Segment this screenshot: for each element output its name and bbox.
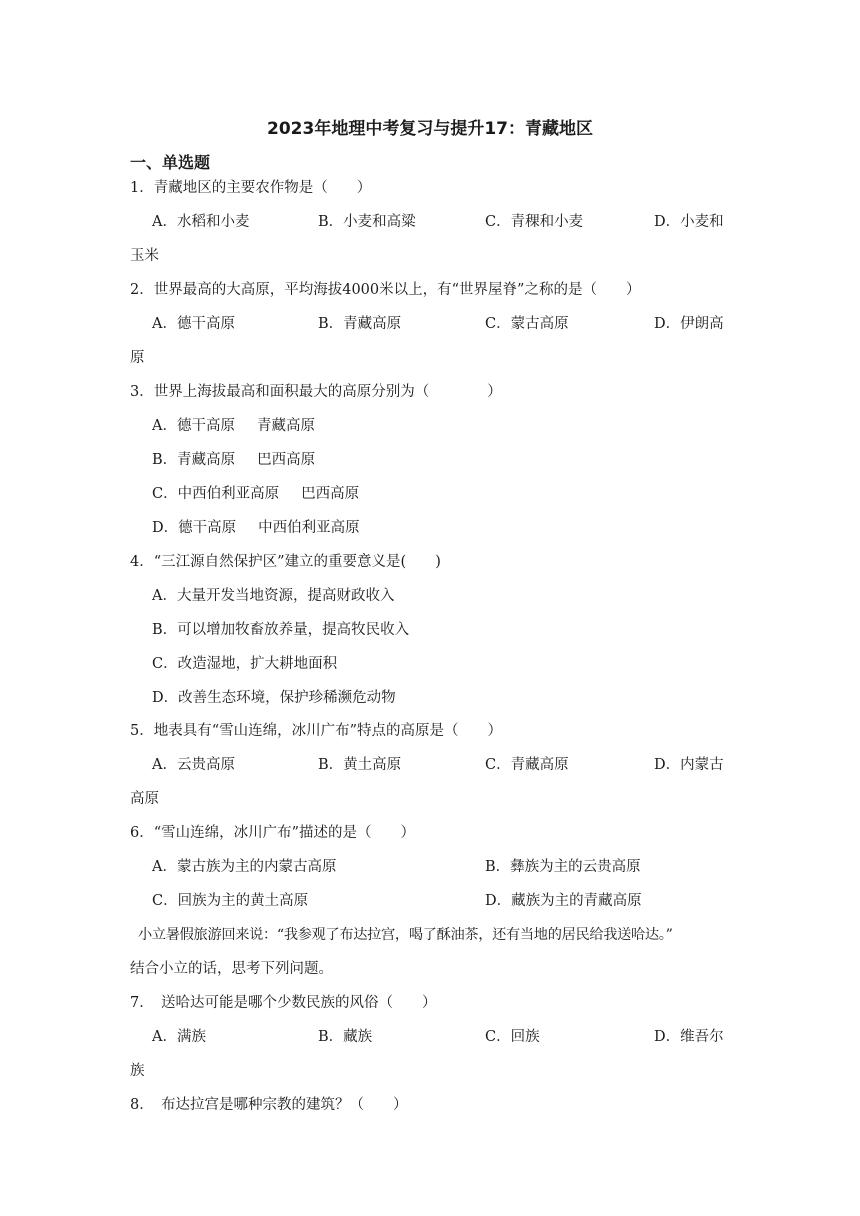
- page-title: 2023年地理中考复习与提升17：青藏地区: [267, 119, 593, 139]
- q7-option-d-wrap: 族: [130, 1063, 145, 1079]
- q3-option-d: [152, 518, 360, 538]
- passage-line-1: 小立暑假旅游回来说：“我参观了布达拉宫，喝了酥油茶，还有当地的居民给我送哈达。”: [138, 927, 673, 943]
- q6-option-a: A．蒙古族为主的内蒙古高原: [152, 859, 337, 875]
- q5-option-d-wrap: 高原: [130, 791, 159, 807]
- q5-option-c: C．青藏高原: [485, 757, 569, 773]
- section-heading: 一、单选题: [130, 153, 211, 172]
- q3-option-c-first: C．中西伯利亚高原: [152, 486, 280, 502]
- q1-option-b: B．小麦和高粱: [318, 214, 416, 230]
- q4-option-d: D．改善生态环境，保护珍稀濒危动物: [152, 690, 396, 706]
- q4-option-b: B．可以增加牧畜放养量，提高牧民收入: [152, 622, 410, 638]
- q1-option-d-wrap: 玉米: [130, 248, 159, 264]
- q3-option-c-second: 巴西高原: [301, 486, 360, 502]
- q2-option-c: C．蒙古高原: [485, 316, 569, 332]
- question-8-stem: 8． 布达拉宫是哪种宗教的建筑？（ ）: [130, 1097, 408, 1113]
- q6-option-c: C．回族为主的黄土高原: [152, 893, 309, 909]
- q1-option-a: A．水稻和小麦: [152, 214, 250, 230]
- question-6-stem: 6．“雪山连绵，冰川广布”描述的是（ ）: [130, 825, 416, 841]
- q6-option-b: B．彝族为主的云贵高原: [485, 859, 641, 875]
- q1-option-d: D．小麦和: [654, 214, 724, 230]
- q5-option-d: D．内蒙古: [654, 757, 724, 773]
- q3-option-d-first: D．德干高原: [152, 520, 237, 536]
- question-2-stem: 2．世界最高的大高原，平均海拔4000米以上，有“世界屋脊”之称的是（ ）: [130, 282, 641, 298]
- q3-option-b-second: 巴西高原: [257, 452, 316, 468]
- q4-option-c: C．改造湿地，扩大耕地面积: [152, 656, 338, 672]
- q2-option-a: A．德干高原: [152, 316, 235, 332]
- q3-option-a: [152, 416, 315, 436]
- q4-option-a: A．大量开发当地资源，提高财政收入: [152, 588, 395, 604]
- q2-option-d: D．伊朗高: [654, 316, 724, 332]
- q7-option-d: D．维吾尔: [654, 1029, 724, 1045]
- q3-option-a-first: A．德干高原: [152, 418, 235, 434]
- q7-option-a: A．满族: [152, 1029, 206, 1045]
- q6-option-d: D．藏族为主的青藏高原: [485, 893, 642, 909]
- passage-line-2: 结合小立的话，思考下列问题。: [130, 961, 333, 977]
- question-7-stem: 7． 送哈达可能是哪个少数民族的风俗（ ）: [130, 995, 437, 1011]
- q1-option-c: C．青稞和小麦: [485, 214, 584, 230]
- q3-option-b-first: B．青藏高原: [152, 452, 236, 468]
- q3-option-b: [152, 450, 315, 470]
- question-3-stem: 3．世界上海拔最高和面积最大的高原分别为（ ）: [130, 384, 502, 400]
- q2-option-d-wrap: 原: [130, 350, 145, 366]
- q3-option-a-second: 青藏高原: [256, 418, 315, 434]
- q3-option-c: [152, 484, 359, 504]
- q7-option-b: B．藏族: [318, 1029, 373, 1045]
- question-5-stem: 5．地表具有“雪山连绵，冰川广布”特点的高原是（ ）: [130, 723, 503, 739]
- question-4-stem: 4．“三江源自然保护区”建立的重要意义是( ): [130, 554, 441, 570]
- question-1-stem: 1．青藏地区的主要农作物是（ ）: [130, 180, 372, 196]
- q7-option-c: C．回族: [485, 1029, 540, 1045]
- q3-option-d-second: 中西伯利亚高原: [258, 520, 360, 536]
- q2-option-b: B．青藏高原: [318, 316, 402, 332]
- q5-option-a: A．云贵高原: [152, 757, 235, 773]
- q5-option-b: B．黄土高原: [318, 757, 402, 773]
